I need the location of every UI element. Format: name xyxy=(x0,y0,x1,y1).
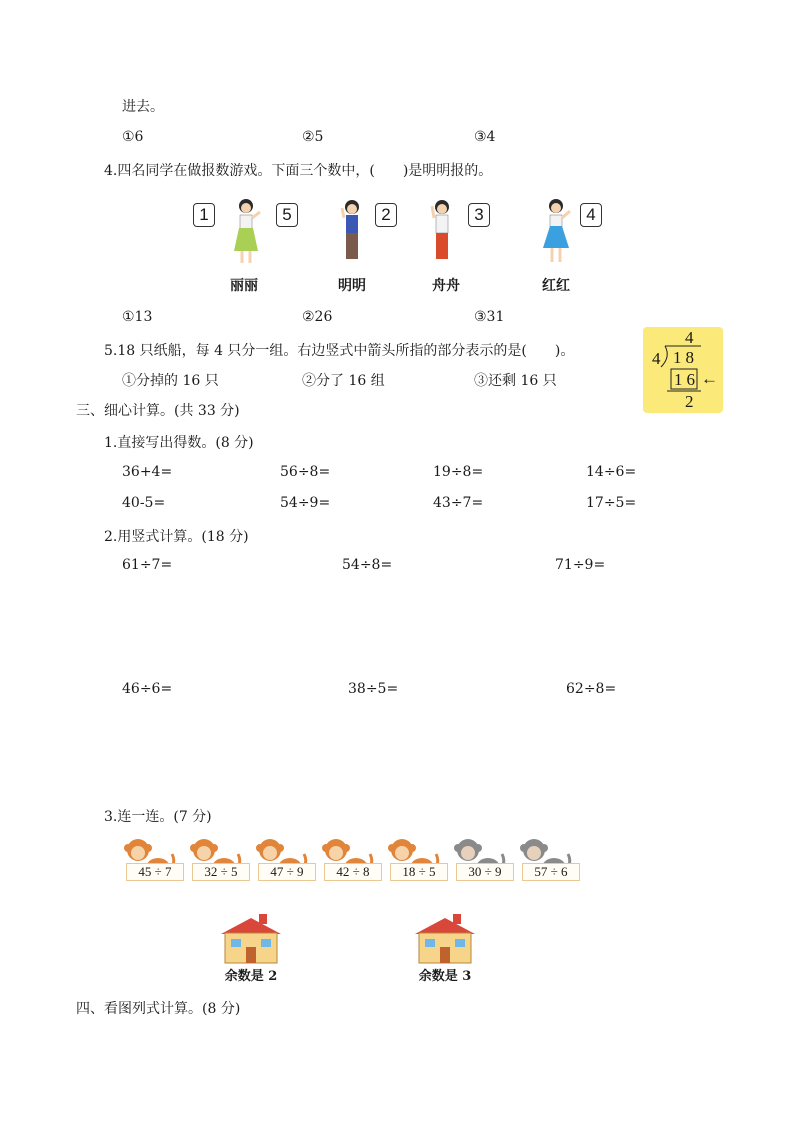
mingming-bubble: 2 xyxy=(375,203,397,227)
house-label-2[interactable]: 余数是 2 xyxy=(224,969,278,984)
q4-option-1[interactable]: ①13 xyxy=(122,309,153,325)
p2-r2-c1: 46÷6= xyxy=(122,681,173,697)
p2-r1-c1: 61÷7= xyxy=(122,557,173,573)
house-icon xyxy=(219,912,283,964)
house-icon xyxy=(413,912,477,964)
honghong-bubble: 4 xyxy=(580,203,602,227)
p2-r1-c2: 54÷8= xyxy=(342,557,393,573)
lili-bubble-left: 1 xyxy=(193,203,215,227)
monkey-expr-5[interactable]: 18 ÷ 5 xyxy=(390,863,448,881)
monkey-expr-3[interactable]: 47 ÷ 9 xyxy=(258,863,316,881)
kid-name-honghong: 红红 xyxy=(542,278,570,294)
p1-r1-c1: 36+4= xyxy=(122,464,173,480)
q5-option-2[interactable]: ②分了 16 组 xyxy=(302,373,385,389)
monkey-expr-1[interactable]: 45 ÷ 7 xyxy=(126,863,184,881)
division-product: 16 xyxy=(674,370,699,389)
p1-r1-c2: 56÷8= xyxy=(280,464,331,480)
q5-option-3[interactable]: ③还剩 16 只 xyxy=(474,373,557,389)
p1-r2-c2: 54÷9= xyxy=(280,495,331,511)
monkey-expr-7[interactable]: 57 ÷ 6 xyxy=(522,863,580,881)
q3-option-3[interactable]: ③4 xyxy=(474,129,496,145)
monkey-expr-2[interactable]: 32 ÷ 5 xyxy=(192,863,250,881)
p2-title: 2.用竖式计算。(18 分) xyxy=(104,529,249,545)
house-label-3[interactable]: 余数是 3 xyxy=(418,969,472,984)
arrow-left-icon: ← xyxy=(701,369,718,388)
kid-name-lili: 丽丽 xyxy=(230,278,258,294)
p2-r2-c2: 38÷5= xyxy=(348,681,399,697)
boy-figure-icon xyxy=(336,196,370,268)
monkey-expr-6[interactable]: 30 ÷ 9 xyxy=(456,863,514,881)
q3-option-2[interactable]: ②5 xyxy=(302,129,324,145)
q4-stem: 4.四名同学在做报数游戏。下面三个数中，( )是明明报的。 xyxy=(104,163,493,179)
lili-bubble-right: 5 xyxy=(276,203,298,227)
zhouzhou-bubble: 3 xyxy=(468,203,490,227)
long-division-box xyxy=(643,327,723,413)
division-remainder: 2 xyxy=(685,392,694,411)
section4-title: 四、看图列式计算。(8 分) xyxy=(76,1001,241,1017)
p1-r2-c3: 43÷7= xyxy=(433,495,484,511)
section3-title: 三、细心计算。(共 33 分) xyxy=(76,403,240,419)
q5-stem: 5.18 只纸船，每 4 只分一组。右边竖式中箭头所指的部分表示的是( )。 xyxy=(104,343,575,359)
p1-r2-c4: 17÷5= xyxy=(586,495,637,511)
division-quotient: 4 xyxy=(685,328,694,347)
q5-option-1[interactable]: ①分掉的 16 只 xyxy=(122,373,219,389)
kid-name-zhouzhou: 舟舟 xyxy=(432,278,460,294)
p2-r1-c3: 71÷9= xyxy=(555,557,606,573)
p1-r1-c4: 14÷6= xyxy=(586,464,637,480)
boy-figure-icon xyxy=(424,196,460,268)
division-divisor: 4 xyxy=(652,349,661,368)
division-dividend: 18 xyxy=(673,348,698,367)
q3-continuation: 进去。 xyxy=(122,99,164,115)
p2-r2-c3: 62÷8= xyxy=(566,681,617,697)
q4-option-2[interactable]: ②26 xyxy=(302,309,333,325)
girl-figure-icon xyxy=(226,196,266,268)
q4-option-3[interactable]: ③31 xyxy=(474,309,505,325)
p1-title: 1.直接写出得数。(8 分) xyxy=(104,435,254,451)
p1-r2-c1: 40-5= xyxy=(122,495,166,511)
monkey-expr-4[interactable]: 42 ÷ 8 xyxy=(324,863,382,881)
girl-figure-icon xyxy=(536,196,576,268)
p1-r1-c3: 19÷8= xyxy=(433,464,484,480)
p3-title: 3.连一连。(7 分) xyxy=(104,809,212,825)
kid-name-mingming: 明明 xyxy=(338,278,366,294)
q3-option-1[interactable]: ①6 xyxy=(122,129,144,145)
